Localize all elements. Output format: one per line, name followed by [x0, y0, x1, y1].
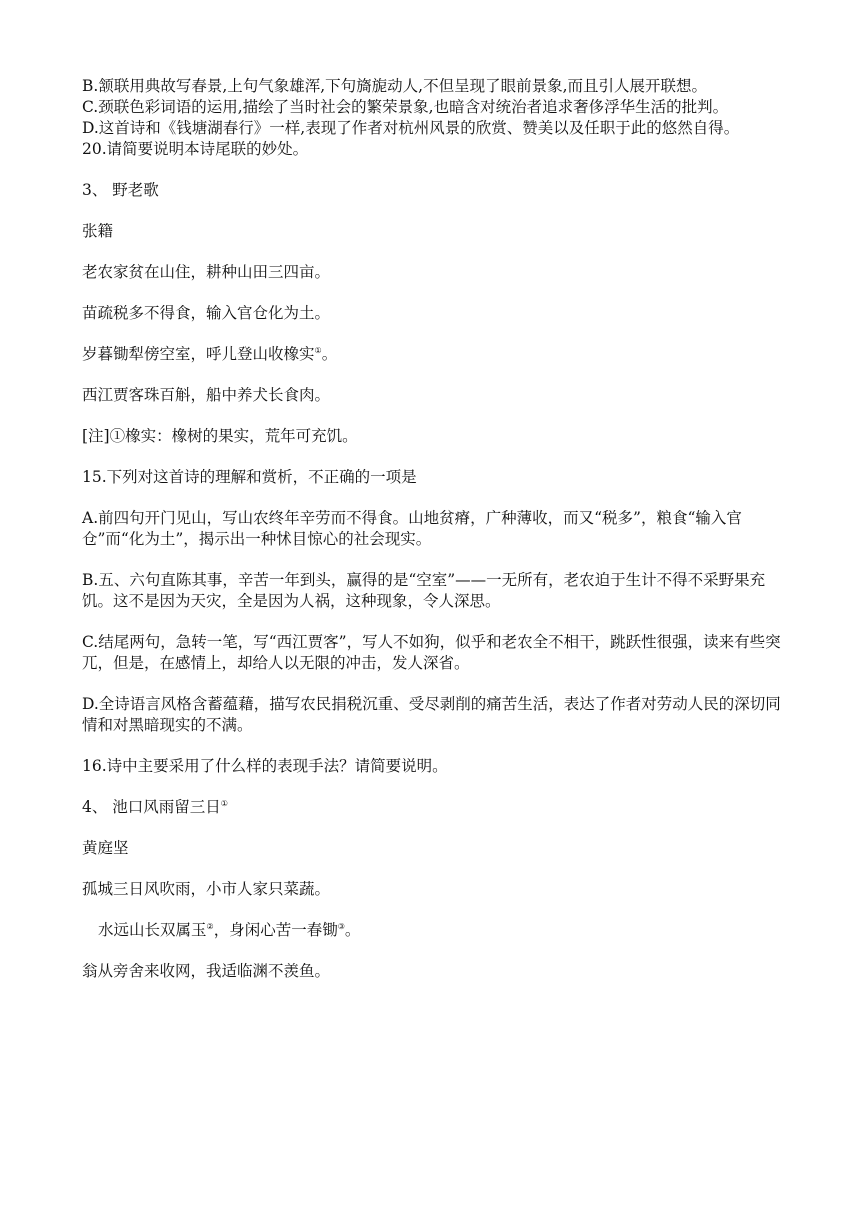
question-20: 20.请简要说明本诗尾联的妙处。 — [82, 140, 309, 158]
q19-option-b: B.颔联用典故写春景,上句气象雄浑,下句旖旎动人,不但呈现了眼前景象,而且引人展开联想。 — [82, 77, 708, 95]
poem-4-line-2-end: 。 — [344, 921, 361, 939]
poem-3-line-3-end: 。 — [321, 345, 338, 363]
poem-4-heading — [82, 797, 782, 818]
question-15-stem: 15.下列对这首诗的理解和赏析，不正确的一项是 — [82, 468, 417, 486]
question-16: 16.诗中主要采用了什么样的表现手法？请简要说明。 — [82, 757, 448, 775]
footnote-mark: ① — [314, 345, 322, 355]
q19-option-c: C.颈联色彩词语的运用,描绘了当时社会的繁荣景象,也暗含对统治者追求奢侈浮华生活的批判。 — [82, 98, 729, 116]
poem-3-line-3 — [82, 344, 782, 365]
poem-4-heading-text: 4、 池口风雨留三日 — [82, 798, 221, 816]
poem-3-line-3-text: 岁暮锄犁傍空室，呼儿登山收橡实 — [82, 345, 315, 363]
poem-4-line-1: 孤城三日风吹雨，小市人家只菜蔬。 — [82, 880, 331, 898]
poem-4-line-3: 翁从旁舍来收网，我适临渊不羡鱼。 — [82, 962, 331, 980]
footnote-mark: ② — [206, 921, 214, 931]
poem-3-line-1: 老农家贫在山住，耕种山田三四亩。 — [82, 263, 331, 281]
footnote-mark: ① — [220, 798, 228, 808]
poem-3-heading: 3、 野老歌 — [82, 181, 159, 199]
poem-4-line-2-part-b: ，身闲心苦一春锄 — [213, 921, 338, 939]
poem-4-line-2 — [82, 920, 782, 941]
q15-option-d: D.全诗语言风格含蓄蕴藉，描写农民捐税沉重、受尽剥削的痛苦生活，表达了作者对劳动人民的深切同情和对黑暗现实的不满。 — [82, 695, 781, 734]
poem-4-author: 黄庭坚 — [82, 839, 129, 857]
poem-3-line-4: 西江贾客珠百斛，船中养犬长食肉。 — [82, 386, 331, 404]
poem-4-line-2-part-a: 水远山长双属玉 — [98, 921, 207, 939]
q19-option-d: D.这首诗和《钱塘湖春行》一样,表现了作者对杭州风景的欣赏、赞美以及任职于此的悠然自得。 — [82, 119, 740, 137]
q15-option-c: C.结尾两句，急转一笔，写“西江贾客”，写人不如狗，似乎和老农全不相干，跳跃性很强，读来有些突兀，但是，在感情上，却给人以无限的冲击，发人深省。 — [82, 633, 781, 672]
q15-option-a: A.前四句开门见山，写山农终年辛劳而不得食。山地贫瘠，广种薄收，而又“税多”，粮食“输入官仓”而“化为土”，揭示出一种怵目惊心的社会现实。 — [82, 509, 742, 548]
poem-3-author: 张籍 — [82, 222, 114, 240]
document-page — [82, 76, 782, 982]
poem-3-note: [注]①橡实：橡树的果实，荒年可充饥。 — [82, 427, 358, 445]
q15-option-b: B.五、六句直陈其事，辛苦一年到头，赢得的是“空室”——一无所有，老农迫于生计不得不采野果充饥。这不是因为天灾，全是因为人祸，这种现象，令人深思。 — [82, 571, 766, 610]
footnote-mark: ③ — [337, 921, 345, 931]
poem-3-line-2: 苗疏税多不得食，输入官仓化为土。 — [82, 304, 331, 322]
